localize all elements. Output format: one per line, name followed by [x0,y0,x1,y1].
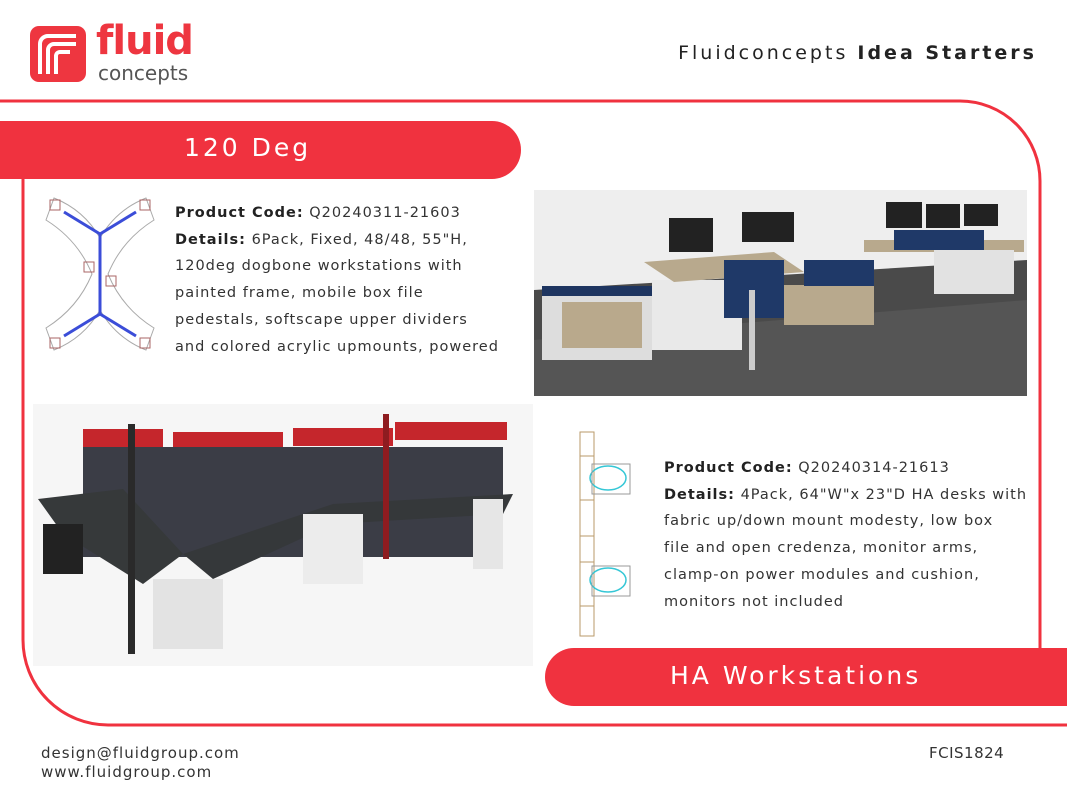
section1-product-info [175,200,535,360]
footer-doc-code: FCIS1824 [929,744,1005,762]
120-deg-workstations-photo [33,404,533,666]
section1-details-line: pedestals, softscape upper dividers [175,311,468,328]
section2-code-label: Product Code: [664,460,793,476]
section1-details-line: 120deg dogbone workstations with [175,258,463,275]
section2-title: HA Workstations [670,661,922,690]
section1-details-line: and colored acrylic upmounts, powered [175,338,499,355]
section2-details-line: clamp-on power modules and cushion, [664,566,980,583]
section2-details-label: Details: [664,486,735,503]
footer-email[interactable]: design@fluidgroup.com [41,744,240,762]
section1-details-label: Details: [175,231,246,248]
section1-details-line: 6Pack, Fixed, 48/48, 55"H, [251,231,468,248]
floor-plan-120-deg [44,190,156,358]
section1-code-label: Product Code: [175,205,304,221]
header-title-light: Fluidconcepts [678,42,849,64]
section2-details-line: 4Pack, 64"W"x 23"D HA desks with [740,486,1028,503]
page-header-title [678,42,1037,64]
section2-product-info [664,455,1054,615]
section1-details-line: painted frame, mobile box file [175,285,424,302]
header-title-bold: Idea Starters [857,42,1037,64]
fluid-concepts-logo [28,18,198,88]
floor-plan-ha-workstations [574,430,634,638]
section2-details-line: fabric up/down mount modesty, low box [664,513,994,530]
section2-details-line: file and open credenza, monitor arms, [664,540,979,557]
section2-code-value: Q20240314-21613 [798,460,950,476]
logo-word-fluid: fluid [96,18,193,64]
ha-workstations-photo [534,190,1027,396]
footer-contact [41,744,240,782]
footer-website[interactable]: www.fluidgroup.com [41,763,213,781]
logo-word-concepts: concepts [98,61,189,85]
section2-details-line: monitors not included [664,593,844,610]
section1-code-value: Q20240311-21603 [309,205,461,221]
section-title-120-deg [0,121,521,179]
section1-title: 120 Deg [184,133,312,162]
section-title-ha-workstations [545,648,1067,706]
logo-mark-icon [28,24,88,84]
